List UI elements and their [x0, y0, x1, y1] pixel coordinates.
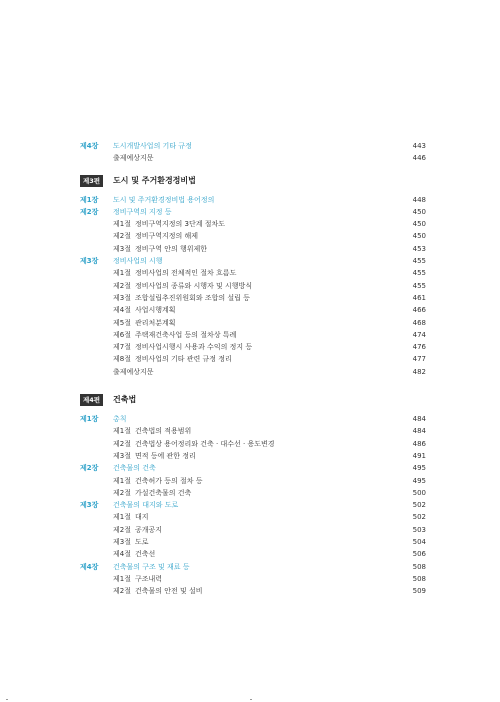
section-number: 제2절 — [113, 488, 131, 497]
chapter-number: 제2장 — [80, 207, 99, 216]
section-number: 제1절 — [113, 513, 131, 522]
page-number: 484 — [412, 415, 426, 424]
page-number: 502 — [412, 513, 426, 522]
page-number: 461 — [412, 293, 426, 302]
page-number: 508 — [412, 574, 426, 583]
section-entry — [113, 280, 252, 292]
toc-section-row[interactable] — [80, 267, 426, 279]
table-of-contents — [80, 140, 426, 598]
section-number: 제2절 — [113, 232, 131, 241]
chapter-number: 제3장 — [80, 501, 99, 510]
page-number: 477 — [412, 355, 426, 364]
page-number: 509 — [412, 587, 426, 596]
section-title: 조합설립추진위원회와 조합의 설립 등 — [134, 293, 250, 302]
toc-section-row[interactable] — [80, 524, 426, 536]
entry-title: 출제예상지문 — [113, 154, 154, 163]
section-entry — [113, 524, 162, 536]
section-title: 대지 — [134, 513, 149, 522]
section-number: 제1절 — [113, 220, 131, 229]
page-number: 495 — [412, 476, 426, 485]
chapter-number: 제3장 — [80, 257, 99, 266]
part-badge: 제3편 — [80, 175, 103, 187]
section-title: 사업시행계획 — [134, 306, 176, 315]
page-number: 450 — [412, 232, 426, 241]
section-title: 도로 — [134, 538, 149, 547]
section-entry — [113, 573, 162, 585]
chapter-number: 제1장 — [80, 195, 99, 204]
toc-chapter-row[interactable] — [80, 499, 426, 511]
chapter-title: 정비구역의 지정 등 — [113, 207, 172, 216]
chapter-title: 총칙 — [113, 415, 127, 424]
section-entry — [113, 511, 149, 523]
toc-block-part4 — [80, 413, 426, 597]
toc-section-row[interactable] — [80, 536, 426, 548]
section-title: 건축선 — [134, 550, 156, 559]
section-number: 제5절 — [113, 318, 131, 327]
section-entry — [113, 425, 191, 437]
toc-chapter-row[interactable] — [80, 462, 426, 474]
toc-section-row[interactable] — [80, 230, 426, 242]
section-number: 제3절 — [113, 244, 131, 253]
toc-section-row[interactable] — [80, 341, 426, 353]
page-number: 484 — [412, 427, 426, 436]
page-number: 446 — [412, 154, 426, 163]
page-number: 474 — [412, 330, 426, 339]
chapter-title: 도시 및 주거환경정비법 용어정의 — [113, 195, 215, 204]
section-entry — [113, 475, 203, 487]
page-number: 450 — [412, 207, 426, 216]
section-entry — [113, 304, 176, 316]
section-entry — [113, 341, 252, 353]
entry-title: 출제예상지문 — [113, 367, 154, 376]
part-heading-3[interactable] — [80, 173, 426, 189]
toc-entry-row[interactable] — [80, 152, 426, 164]
chapter-title: 정비사업의 시행 — [113, 257, 163, 266]
section-number: 제1절 — [113, 574, 131, 583]
section-entry — [113, 450, 196, 462]
section-number: 제1절 — [113, 427, 131, 436]
section-title: 건축법의 적용범위 — [134, 427, 192, 436]
section-title: 가설건축물의 건축 — [134, 488, 192, 497]
section-title: 정비사업시행시 사용과 수익의 정지 등 — [134, 343, 253, 352]
toc-section-row[interactable] — [80, 585, 426, 597]
section-number: 제3절 — [113, 293, 131, 302]
part-badge: 제4편 — [80, 394, 103, 406]
toc-block-part3 — [80, 194, 426, 378]
toc-chapter-row[interactable] — [80, 561, 426, 573]
section-number: 제2절 — [113, 525, 131, 534]
section-number: 제2절 — [113, 281, 131, 290]
page-number: 476 — [412, 343, 426, 352]
chapter-number: 제2장 — [80, 464, 99, 473]
section-title: 정비사업의 종류와 시행자 및 시행방식 — [134, 281, 253, 290]
section-title: 건축법상 용어정리와 건축 · 대수선 · 용도변경 — [134, 439, 275, 448]
toc-chapter-row[interactable] — [80, 255, 426, 267]
chapter-title: 건축물의 대지와 도로 — [113, 501, 179, 510]
part-title: 건축법 — [113, 395, 137, 405]
chapter-number: 제4장 — [80, 142, 99, 150]
toc-section-row[interactable] — [80, 243, 426, 255]
page-number: 455 — [412, 257, 426, 266]
toc-section-row[interactable] — [80, 450, 426, 462]
page-number: 508 — [412, 562, 426, 571]
section-entry — [113, 329, 236, 341]
page-number: 453 — [412, 244, 426, 253]
section-title: 건축물의 안전 및 설비 — [134, 587, 203, 596]
section-entry — [113, 487, 191, 499]
section-entry — [113, 218, 225, 230]
section-entry — [113, 536, 149, 548]
page-number: 448 — [412, 195, 426, 204]
chapter-title: 건축물의 구조 및 재료 등 — [113, 562, 190, 571]
toc-block-part2-end — [80, 140, 426, 165]
part-heading-4[interactable] — [80, 392, 426, 408]
page-number: 495 — [412, 464, 426, 473]
toc-section-row[interactable] — [80, 511, 426, 523]
toc-chapter-row[interactable] — [80, 194, 426, 206]
toc-section-row[interactable] — [80, 573, 426, 585]
section-title: 정비사업의 전체적인 절차 흐름도 — [134, 269, 237, 278]
toc-section-row[interactable] — [80, 487, 426, 499]
page-number: 506 — [412, 550, 426, 559]
section-number: 제1절 — [113, 476, 131, 485]
section-entry — [113, 267, 236, 279]
toc-section-row[interactable] — [80, 317, 426, 329]
section-number: 제4절 — [113, 550, 131, 559]
toc-chapter-row[interactable] — [80, 413, 426, 425]
page-number: 468 — [412, 318, 426, 327]
page-number: 455 — [412, 269, 426, 278]
page-number: 486 — [412, 439, 426, 448]
page-number: 502 — [412, 501, 426, 510]
toc-section-row[interactable] — [80, 304, 426, 316]
toc-section-row[interactable] — [80, 353, 426, 365]
section-number: 제6절 — [113, 330, 131, 339]
page-number: 466 — [412, 306, 426, 315]
section-entry — [113, 585, 203, 597]
chapter-title: 도시개발사업의 기타 규정 — [113, 142, 192, 150]
toc-section-row[interactable] — [80, 475, 426, 487]
toc-chapter-row[interactable] — [80, 206, 426, 218]
section-title: 면적 등에 관한 정리 — [134, 451, 196, 460]
part-title: 도시 및 주거환경정비법 — [113, 175, 196, 185]
toc-section-row[interactable] — [80, 425, 426, 437]
section-entry — [113, 548, 155, 560]
section-number: 제3절 — [113, 538, 131, 547]
section-entry — [113, 438, 275, 450]
section-entry — [113, 317, 176, 329]
section-title: 공개공지 — [134, 525, 163, 534]
page-number: 450 — [412, 220, 426, 229]
section-title: 정비사업의 기타 관련 규정 정리 — [134, 355, 232, 364]
toc-section-row[interactable] — [80, 329, 426, 341]
section-title: 정비구역지정의 해제 — [134, 232, 199, 241]
section-number: 제2절 — [113, 439, 131, 448]
chapter-number: 제1장 — [80, 415, 99, 424]
page-number: 503 — [412, 525, 426, 534]
page-number: 443 — [412, 142, 426, 150]
section-number: 제1절 — [113, 269, 131, 278]
section-entry — [113, 230, 198, 242]
toc-section-row[interactable] — [80, 218, 426, 230]
section-entry — [113, 243, 207, 255]
toc-entry-row[interactable] — [80, 366, 426, 378]
section-title: 관리처분계획 — [134, 318, 176, 327]
page-edge-mark-right — [250, 699, 252, 700]
page-number: 500 — [412, 488, 426, 497]
section-number: 제2절 — [113, 587, 131, 596]
page-edge-mark-left — [6, 699, 8, 700]
section-title: 정비구역지정의 3단계 절차도 — [134, 220, 226, 229]
page-number: 504 — [412, 538, 426, 547]
chapter-title: 건축물의 건축 — [113, 464, 156, 473]
section-number: 제8절 — [113, 355, 131, 364]
section-title: 구조내력 — [134, 574, 163, 583]
section-number: 제4절 — [113, 306, 131, 315]
toc-section-row[interactable] — [80, 280, 426, 292]
page-number: 491 — [412, 451, 426, 460]
section-title: 정비구역 안의 행위제한 — [134, 244, 208, 253]
page-number: 455 — [412, 281, 426, 290]
toc-section-row[interactable] — [80, 438, 426, 450]
section-title: 주택재건축사업 등의 절차상 특례 — [134, 330, 237, 339]
section-entry — [113, 292, 250, 304]
toc-chapter-row[interactable] — [80, 140, 426, 152]
page-number: 482 — [412, 367, 426, 376]
toc-section-row[interactable] — [80, 548, 426, 560]
section-number: 제7절 — [113, 343, 131, 352]
section-title: 건축허가 등의 절차 등 — [134, 476, 203, 485]
toc-section-row[interactable] — [80, 292, 426, 304]
section-entry — [113, 353, 232, 365]
section-number: 제3절 — [113, 451, 131, 460]
chapter-number: 제4장 — [80, 562, 99, 571]
